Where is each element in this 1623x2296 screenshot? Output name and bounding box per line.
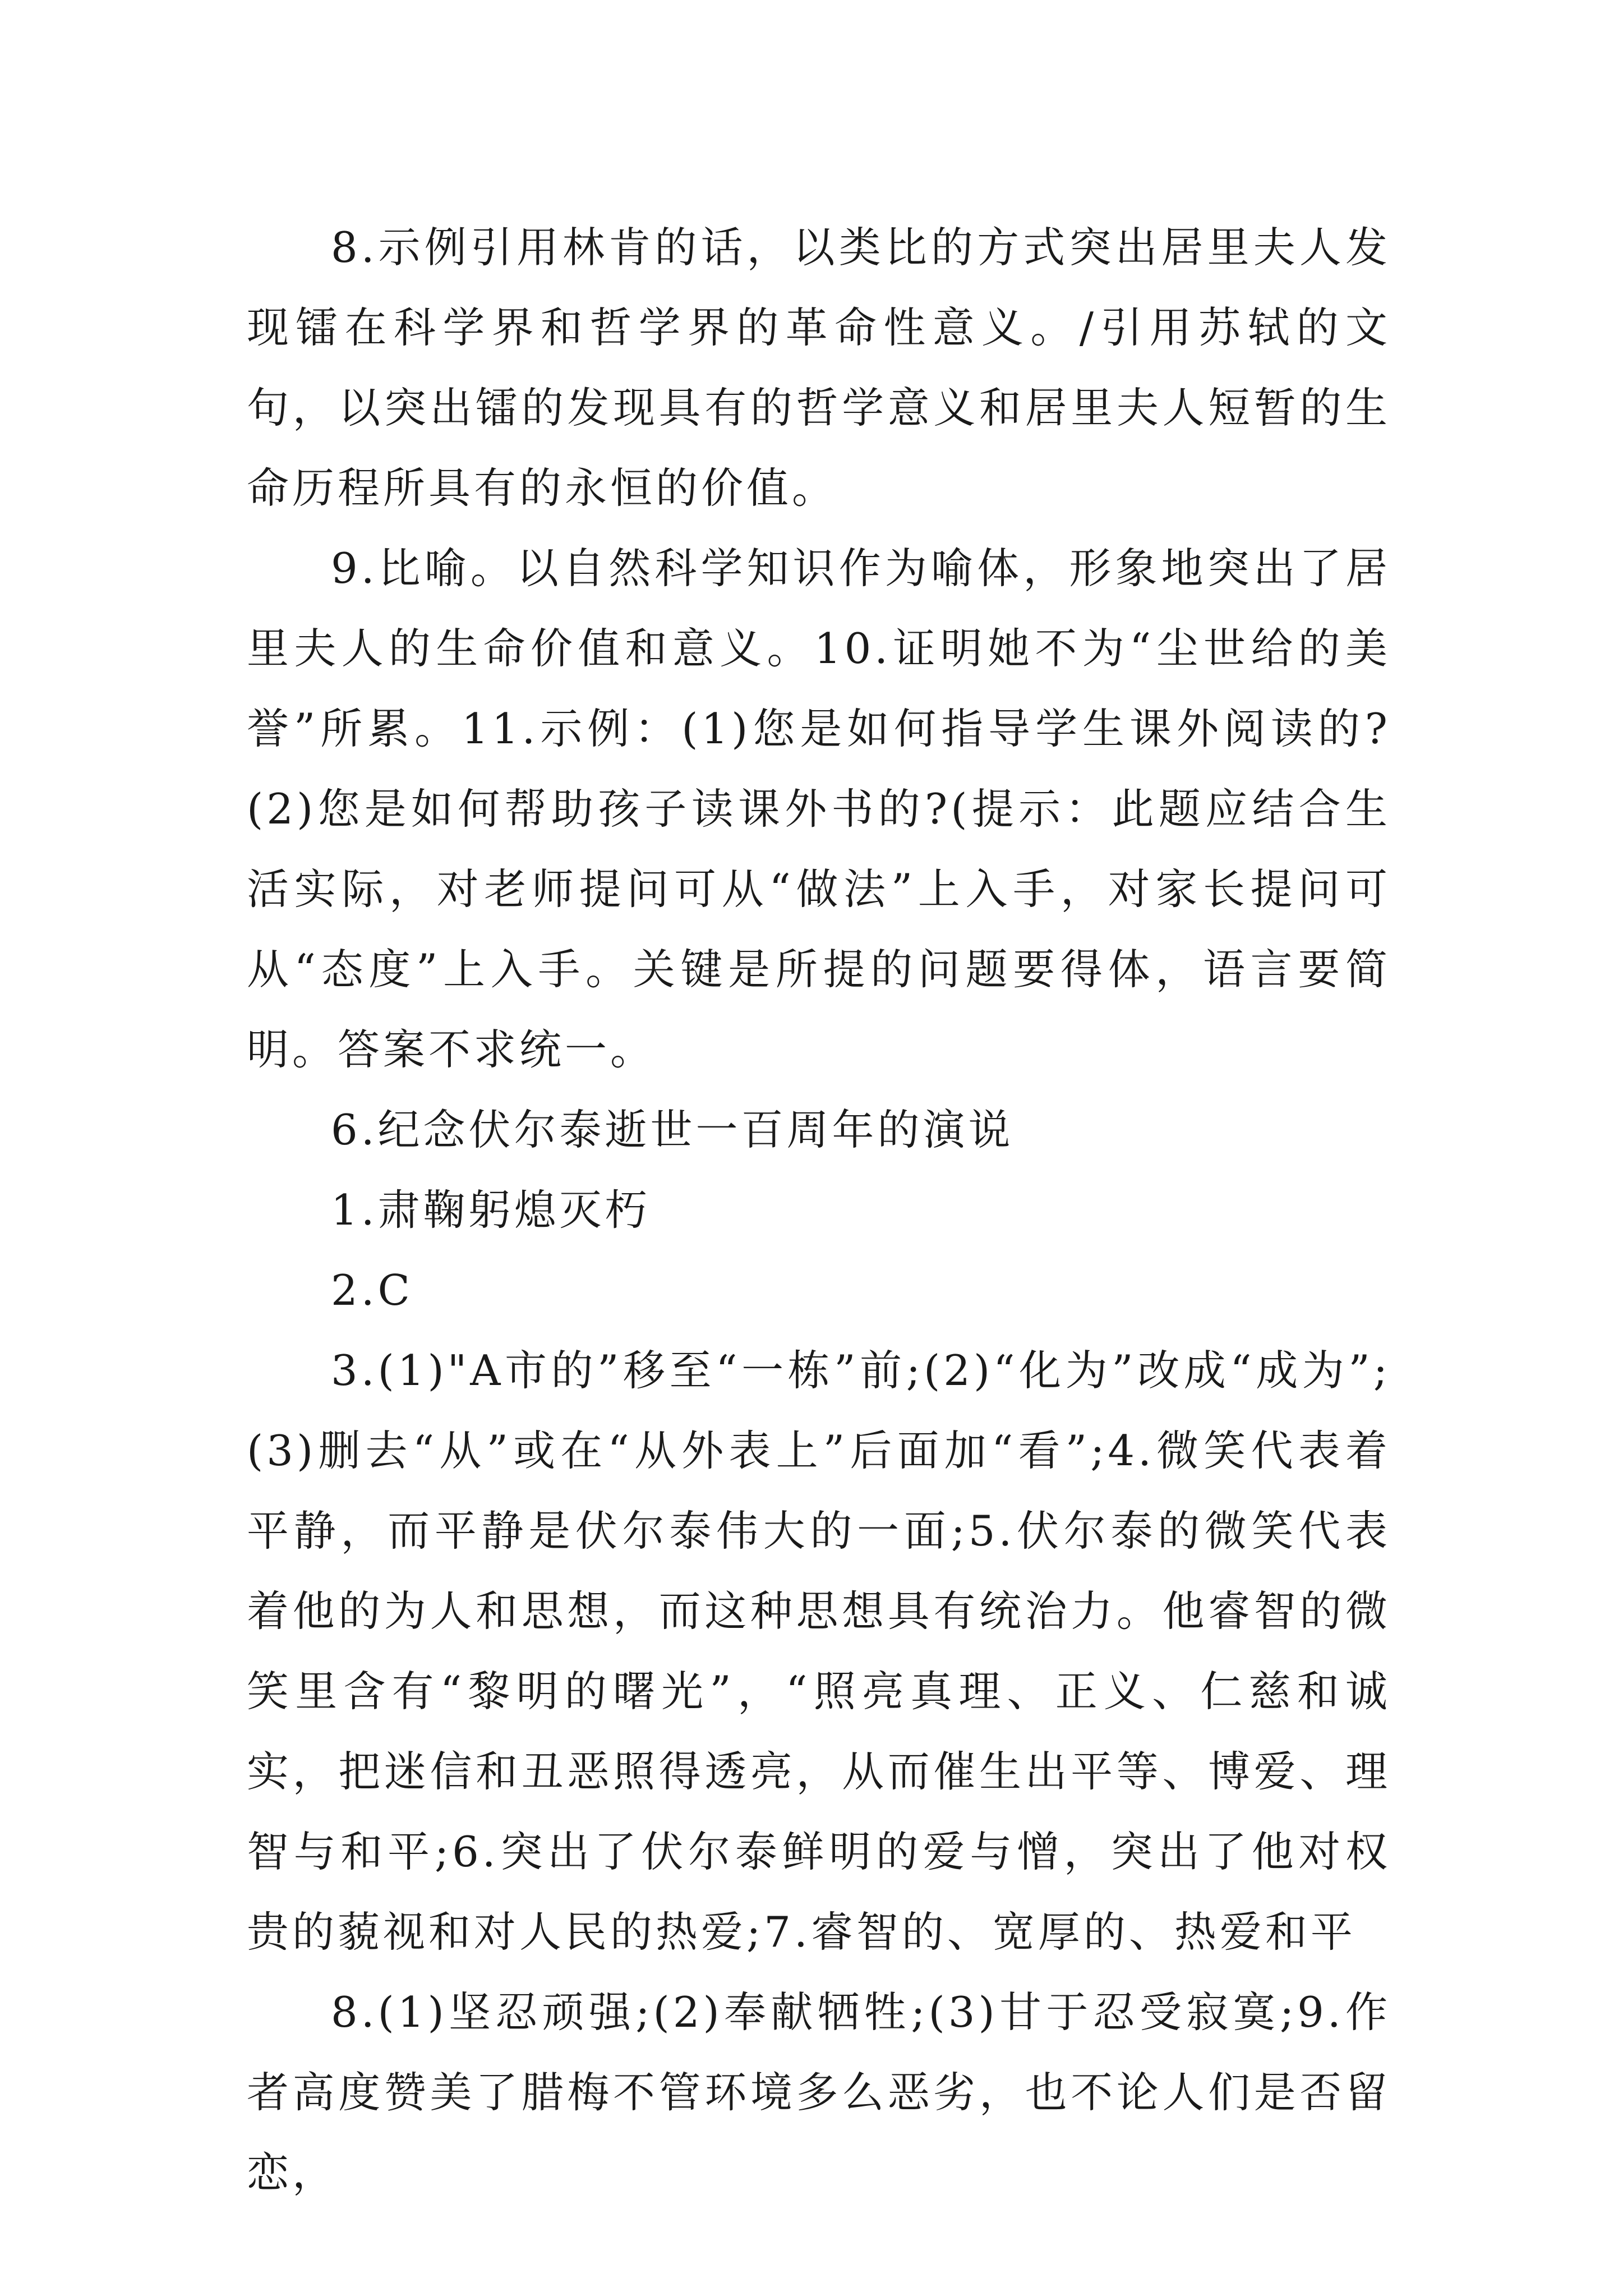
paragraph-answer-8: 8.示例引用林肯的话，以类比的方式突出居里夫人发现镭在科学界和哲学界的革命性意义。/引用苏轼的文句，以突出镭的发现具有的哲学意义和居里夫人短暂的生命历程所具有的永恒的价值。 — [247, 223, 1391, 513]
section-heading: 6.纪念伏尔泰逝世一百周年的演说 — [331, 1105, 1014, 1154]
paragraph-answer-2: 2.C — [331, 1266, 413, 1315]
paragraph-answer-9-11: 9.比喻。以自然科学知识作为喻体，形象地突出了居里夫人的生命价值和意义。10.证明她不为“尘世给的美誉”所累。11.示例：(1)您是如何指导学生课外阅读的?(2)您是如何帮助孩子读课外书的?(提示：此题应结合生活实际，对老师提问可从“做法”上入手，对家长提问可从“态度”上入手。关键是所提的问题要得体，语言要简明。答案不求统一。 — [247, 544, 1391, 1074]
paragraph-answer-3-7: 3.(1)"A市的”移至“一栋”前;(2)“化为”改成“成为”;(3)删去“从”或在“从外表上”后面加“看”;4.微笑代表着平静，而平静是伏尔泰伟大的一面;5.伏尔泰的微笑代表着他的为人和思想，而这种思想具有统治力。他睿智的微笑里含有“黎明的曙光”，“照亮真理、正义、仁慈和诚实，把迷信和丑恶照得透亮，从而催生出平等、博爱、理智与和平;6.突出了伏尔泰鲜明的爱与憎，突出了他对权贵的藐视和对人民的热爱;7.睿智的、宽厚的、热爱和平 — [247, 1346, 1391, 1957]
paragraph-answer-1: 1.肃鞠躬熄灭朽 — [331, 1185, 651, 1235]
document-body — [247, 208, 1391, 2213]
paragraph-answer-8-9: 8.(1)坚忍顽强;(2)奉献牺牲;(3)甘于忍受寂寞;9.作者高度赞美了腊梅不管环境多么恶劣，也不论人们是否留恋， — [247, 1987, 1391, 2197]
